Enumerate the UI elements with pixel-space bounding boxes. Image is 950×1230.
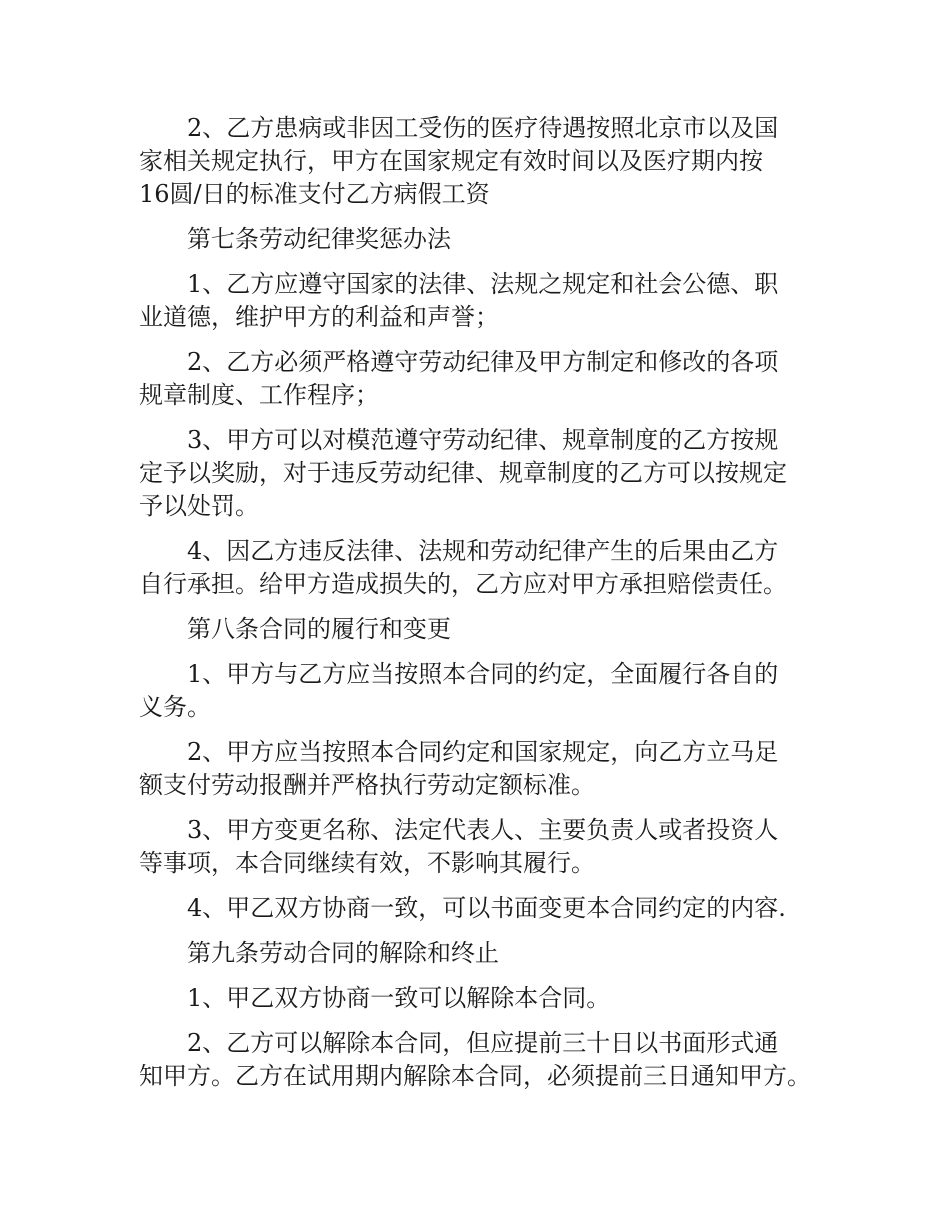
text-line: 额支付劳动报酬并严格执行劳动定额标准。: [139, 771, 595, 799]
text-line: 等事项，本合同继续有效，不影响其履行。: [139, 849, 595, 877]
clause-paragraph: [139, 424, 829, 523]
text-line: 2、乙方患病或非因工受伤的医疗待遇按照北京市以及国: [187, 114, 779, 142]
text-line: 家相关规定执行，甲方在国家规定有效时间以及医疗期内按: [139, 147, 763, 175]
text-line: 3、甲方可以对模范遵守劳动纪律、规章制度的乙方按规: [187, 426, 779, 454]
clause-paragraph: [139, 346, 829, 412]
text-line: 义务。: [139, 693, 211, 721]
text-line: 第七条劳动纪律奖惩办法: [187, 225, 451, 253]
text-line: 1、甲乙双方协商一致可以解除本合同。: [187, 984, 611, 1012]
text-line: 业道德，维护甲方的利益和声誉；: [139, 303, 499, 331]
text-line: 第八条合同的履行和变更: [187, 615, 451, 643]
section-heading: [139, 937, 829, 970]
clause-paragraph: [139, 736, 829, 802]
clause-paragraph: [139, 982, 829, 1015]
clause-paragraph: [139, 1027, 829, 1093]
text-line: 3、甲方变更名称、法定代表人、主要负责人或者投资人: [187, 816, 779, 844]
text-line: 规章制度、工作程序；: [139, 381, 379, 409]
clause-paragraph: [139, 268, 829, 334]
text-line: 2、乙方必须严格遵守劳动纪律及甲方制定和修改的各项: [187, 348, 779, 376]
section-heading: [139, 223, 829, 256]
text-line: 第九条劳动合同的解除和终止: [187, 939, 499, 967]
text-line: 2、乙方可以解除本合同，但应提前三十日以书面形式通: [187, 1029, 779, 1057]
text-line: 1、乙方应遵守国家的法律、法规之规定和社会公德、职: [187, 270, 779, 298]
text-line: 知甲方。乙方在试用期内解除本合同，必须提前三日通知甲方。: [139, 1062, 811, 1090]
text-line: 予以处罚。: [139, 492, 259, 520]
text-line: 4、甲乙双方协商一致，可以书面变更本合同约定的内容.: [187, 894, 786, 922]
clause-paragraph: [139, 658, 829, 724]
text-line: 定予以奖励，对于违反劳动纪律、规章制度的乙方可以按规定: [139, 459, 787, 487]
clause-paragraph: [139, 814, 829, 880]
clause-paragraph: [139, 892, 829, 925]
text-line: 2、甲方应当按照本合同约定和国家规定，向乙方立马足: [187, 738, 779, 766]
clause-paragraph: [139, 535, 829, 601]
clause-paragraph: [139, 112, 829, 211]
document-body: [139, 112, 829, 1105]
text-line: 4、因乙方违反法律、法规和劳动纪律产生的后果由乙方: [187, 537, 779, 565]
text-line: 1、甲方与乙方应当按照本合同的约定，全面履行各自的: [187, 660, 779, 688]
text-line: 自行承担。给甲方造成损失的，乙方应对甲方承担赔偿责任。: [139, 570, 787, 598]
text-line: 16圆/日的标准支付乙方病假工资: [139, 180, 490, 208]
section-heading: [139, 613, 829, 646]
